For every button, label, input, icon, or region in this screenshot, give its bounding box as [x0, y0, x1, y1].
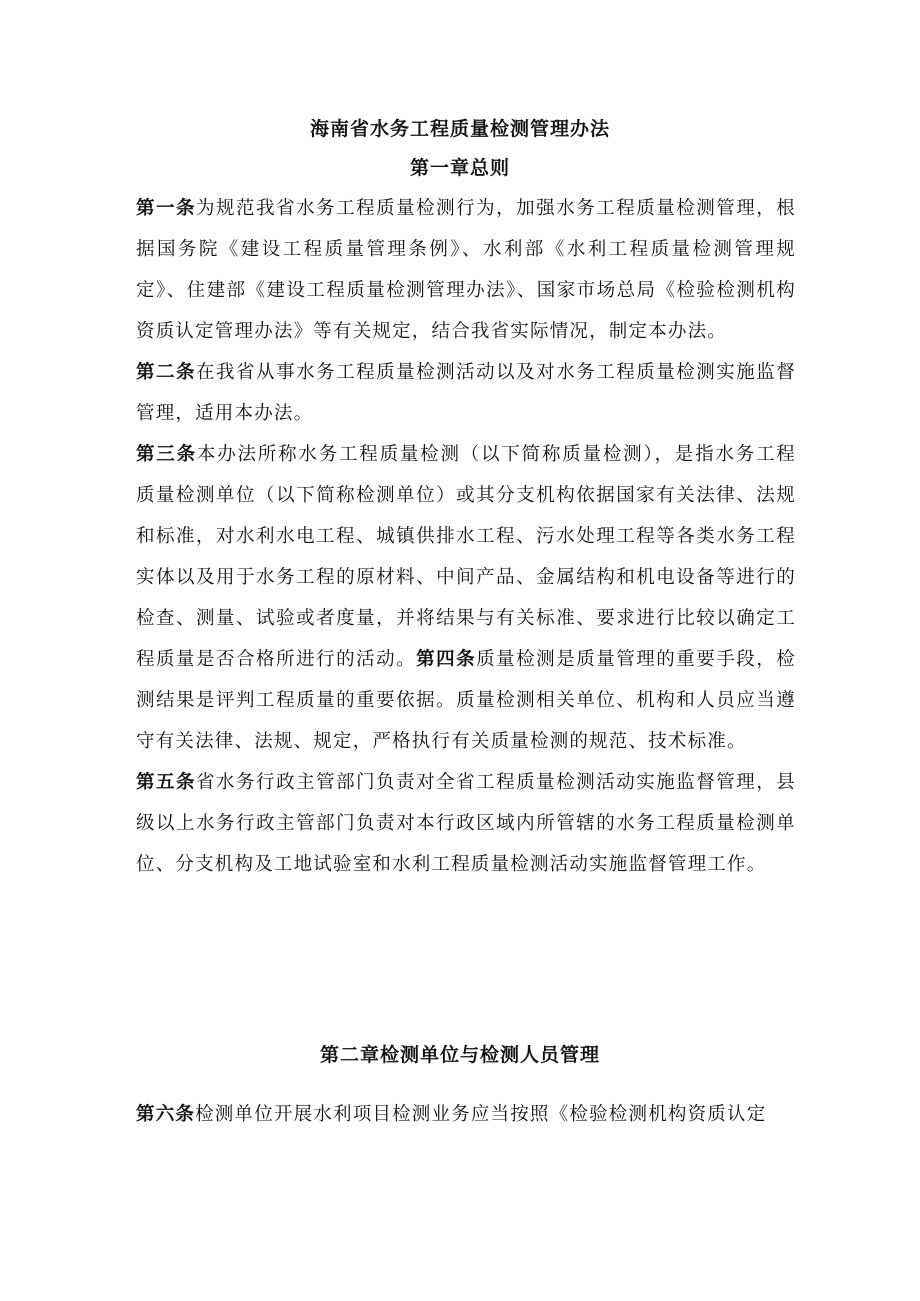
article-1: [136, 188, 796, 352]
article-6-label: 第六条: [136, 1104, 196, 1125]
article-6: [136, 1094, 796, 1135]
chapter-1-title: 第一章总则: [409, 157, 510, 179]
chapter-2-title: 第二章检测单位与检测人员管理: [319, 1044, 600, 1066]
article-5: [136, 762, 796, 885]
document-title: 海南省水务工程质量检测管理办法: [309, 118, 610, 140]
article-5-text: 省水务行政主管部门负责对全省工程质量检测活动实施监督管理，县级以上水务行政主管部门负责对本行政区域内所管辖的水务工程质量检测单位、分支机构及工地试验室和水利工程质量检测活动实施监督管理工作。: [136, 772, 796, 875]
article-1-text: 为规范我省水务工程质量检测行为，加强水务工程质量检测管理，根据国务院《建设工程质量管理条例》、水利部《水利工程质量检测管理规定》、住建部《建设工程质量检测管理办法》、国家市场总局《检验检测机构资质认定管理办法》等有关规定，结合我省实际情况，制定本办法。: [136, 198, 796, 342]
article-2: [136, 352, 796, 434]
article-3-text: 本办法所称水务工程质量检测（以下简称质量检测），是指水务工程质量检测单位（以下简称检测单位）或其分支机构依据国家有关法律、法规和标准，对水利水电工程、城镇供排水工程、污水处理工程等各类水务工程实体以及用于水务工程的原材料、中间产品、金属结构和机电设备等进行的检查、测量、试验或者度量，并将结果与有关标准、要求进行比较以确定工程质量是否合格所进行的活动。: [136, 444, 796, 670]
article-6-text: 检测单位开展水利项目检测业务应当按照《检验检测机构资质认定: [195, 1104, 767, 1125]
article-3-label: 第三条: [136, 444, 197, 465]
article-2-label: 第二条: [136, 362, 197, 383]
article-5-label: 第五条: [136, 772, 197, 793]
article-4-text: 质量检测是质量管理的重要手段，检测结果是评判工程质量的重要依据。质量检测相关单位、机构和人员应当遵守有关法律、法规、规定，严格执行有关质量检测的规范、技术标准。: [136, 649, 796, 752]
article-1-label: 第一条: [136, 198, 197, 219]
article-3-4: [136, 434, 796, 762]
chapter-1-body: [136, 188, 796, 885]
article-2-text: 在我省从事水务工程质量检测活动以及对水务工程质量检测实施监督管理，适用本办法。: [136, 362, 796, 424]
chapter-2-body: [136, 1094, 796, 1135]
article-4-label: 第四条: [416, 649, 477, 670]
